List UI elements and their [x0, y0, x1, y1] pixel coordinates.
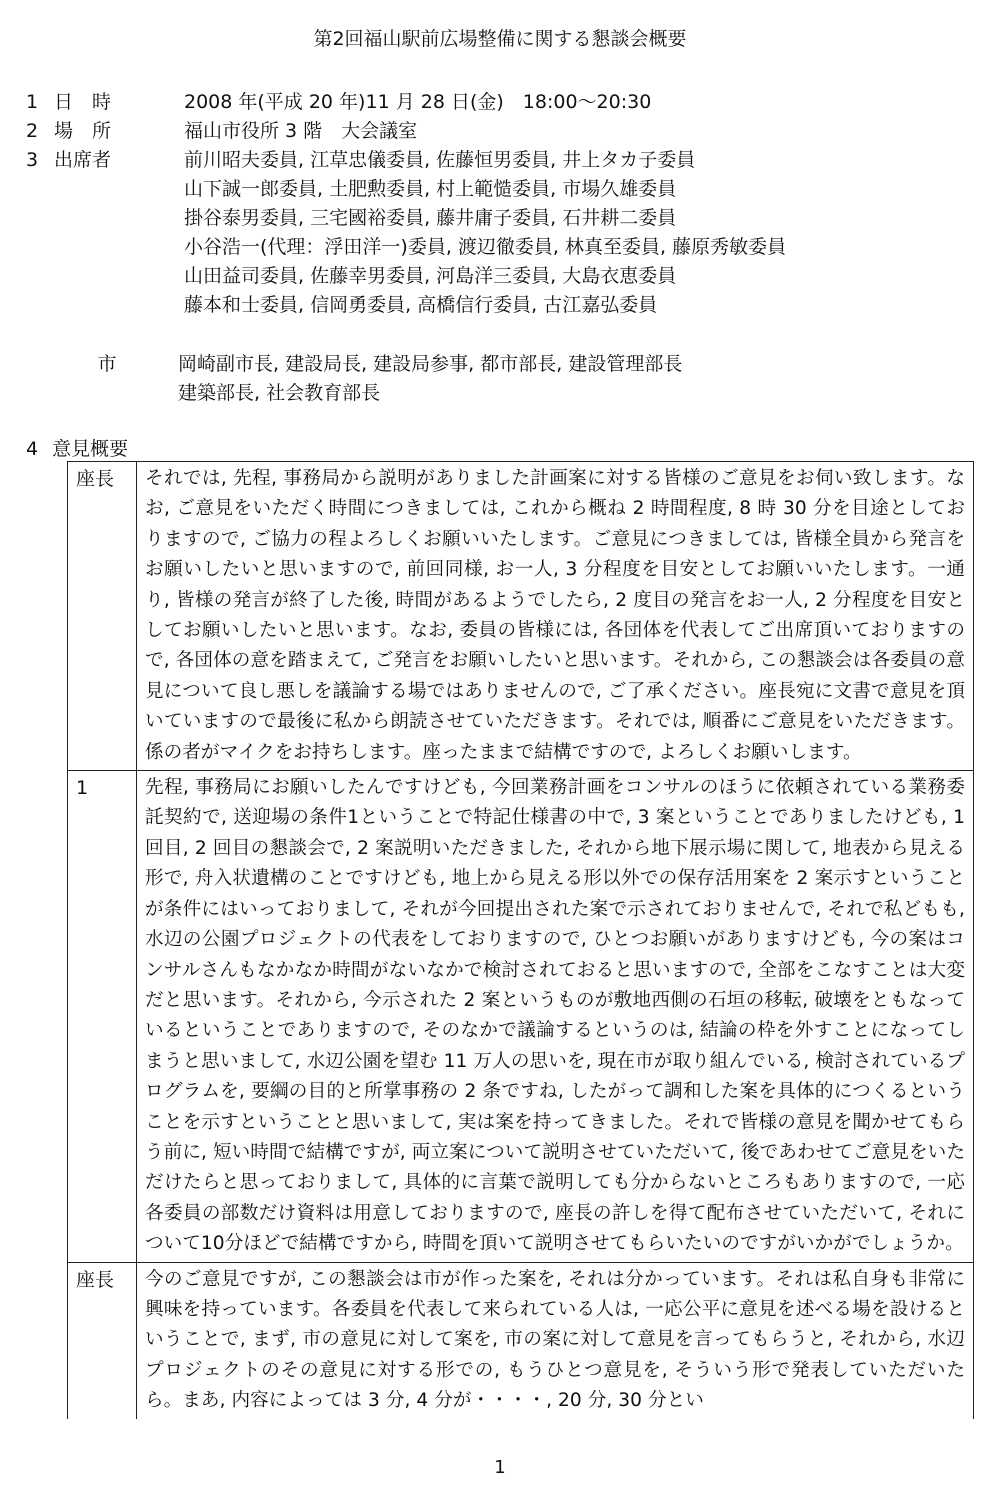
- attendee-line: [26, 291, 976, 320]
- meeting-info: [26, 88, 976, 408]
- speaker-cell: 1: [68, 771, 137, 1263]
- info-row-attendees: [26, 146, 976, 175]
- info-number: 2: [26, 120, 39, 142]
- city-officials-row: [26, 350, 976, 379]
- info-label: 日 時: [54, 91, 112, 113]
- attendee-names: 掛谷泰男委員, 三宅國裕委員, 藤井庸子委員, 石井耕二委員: [184, 207, 677, 229]
- speaker-cell: 座長: [68, 462, 137, 771]
- city-label: 市: [97, 353, 117, 375]
- info-row-place: [26, 117, 976, 146]
- statement-cell: それでは, 先程, 事務局から説明がありました計画案に対する皆様のご意見をお伺い致します。なお, ご意見をいただく時間につきましては, これから概ね 2 時間程度, 8 時 30 分を目途としておりますので, ご協力の程よろしくお願いいたします。ご意見につきましては, 皆様全員から発言をお願いしたいと思いますので, 前回同様, お一人, 3 分程度を目安としてお願いいたします。一通り, 皆様の発言が終了した後, 時間があるようでしたら, 2 度目の発言をお一人, 2 分程度を目安としてお願いしたいと思います。なお, 委員の皆様には, 各団体を代表してご出席頂いておりますので, 各団体の意を踏まえて, ご発言をお願いしたいと思います。それから, この懇談会は各委員の意見について良し悪しを議論する場ではありませんので, ご了承ください。座長宛に文書で意見を頂いていますので最後に私から朗読させていただきます。それでは, 順番にご意見をいただきます。係の者がマイクをお持ちします。座ったままで結構ですので, よろしくお願いします。: [137, 462, 974, 771]
- page-number: 1: [494, 1457, 506, 1478]
- info-row-date: [26, 88, 976, 117]
- speaker-cell: 座長: [68, 1262, 137, 1419]
- info-label: 出席者: [54, 149, 112, 171]
- info-number: 1: [26, 91, 39, 113]
- attendee-names: 山下誠一郎委員, 土肥勲委員, 村上範慥委員, 市場久雄委員: [184, 178, 677, 200]
- section-heading: [26, 435, 128, 464]
- attendee-line: [26, 233, 976, 262]
- minutes-table: [67, 461, 974, 1419]
- info-number: 3: [26, 149, 39, 171]
- document-title: 第2回福山駅前広場整備に関する懇談会概要: [313, 28, 687, 50]
- attendee-line: [26, 262, 976, 291]
- city-officials: 建築部長, 社会教育部長: [178, 382, 381, 404]
- table-row: [68, 771, 974, 1263]
- table-row: [68, 462, 974, 771]
- info-value: 前川昭夫委員, 江草忠儀委員, 佐藤恒男委員, 井上タカ子委員: [184, 149, 696, 171]
- city-officials-row: [26, 379, 976, 408]
- attendee-line: [26, 175, 976, 204]
- attendee-line: [26, 204, 976, 233]
- section-number: 4: [26, 438, 39, 460]
- section-label: 意見概要: [52, 438, 129, 460]
- attendee-names: 藤本和士委員, 信岡勇委員, 高橋信行委員, 古江嘉弘委員: [184, 294, 658, 316]
- attendee-names: 山田益司委員, 佐藤幸男委員, 河島洋三委員, 大島衣恵委員: [184, 265, 677, 287]
- table-row: [68, 1262, 974, 1419]
- attendee-names: 小谷浩一(代理：浮田洋一)委員, 渡辺徹委員, 林真至委員, 藤原秀敏委員: [184, 236, 787, 258]
- info-value: 福山市役所 3 階 大会議室: [184, 120, 418, 142]
- info-label: 場 所: [54, 120, 112, 142]
- statement-cell: 先程, 事務局にお願いしたんですけども, 今回業務計画をコンサルのほうに依頼されている業務委託契約で, 送迎場の条件1ということで特記仕様書の中で, 3 案ということでありましたけども, 1 回目, 2 回目の懇談会で, 2 案説明いただきました, それから地下展示場に関して, 地表から見える形で, 舟入状遺構のことですけども, 地上から見える形以外での保存活用案を 2 案示すということが条件にはいっておりまして, それが今回提出された案で示されておりませんで, それで私どもも, 水辺の公園プロジェクトの代表をしておりますので, ひとつお願いがありますけども, 今の案はコンサルさんもなかなか時間がないなかで検討されておると思いますので, 全部をこなすことは大変だと思います。それから, 今示された 2 案というものが敷地西側の石垣の移転, 破壊をともなっているということでありますので, そのなかで議論するというのは, 結論の枠を外すことになってしまうと思いまして, 水辺公園を望む 11 万人の思いを, 現在市が取り組んでいる, 検討されているプログラムを, 要綱の目的と所掌事務の 2 条ですね, したがって調和した案を具体的につくるということを示すということと思いまして, 実は案を持ってきました。それで皆様の意見を聞かせてもらう前に, 短い時間で結構ですが, 両立案について説明させていただいて, 後であわせてご意見をいただけたらと思っておりまして, 具体的に言葉で説明しても分からないところもありますので, 一応各委員の部数だけ資料は用意しておりますので, 座長の許しを得て配布させていただいて, それについて10分ほどで結構ですから, 時間を頂いて説明させてもらいたいのですがいかがでしょうか。: [137, 771, 974, 1263]
- statement-cell: 今のご意見ですが, この懇談会は市が作った案を, それは分かっています。それは私自身も非常に興味を持っています。各委員を代表して来られている人は, 一応公平に意見を述べる場を設けるということで, まず, 市の意見に対して案を, 市の案に対して意見を言ってもらうと, それから, 水辺プロジェクトのその意見に対する形での, もうひとつ意見を, そういう形で発表していただいたら。まあ, 内容によっては 3 分, 4 分が・・・・, 20 分, 30 分とい: [137, 1262, 974, 1419]
- city-officials: 岡崎副市長, 建設局長, 建設局参事, 都市部長, 建設管理部長: [178, 353, 683, 375]
- info-value: 2008 年(平成 20 年)11 月 28 日(金) 18:00～20:30: [184, 91, 652, 113]
